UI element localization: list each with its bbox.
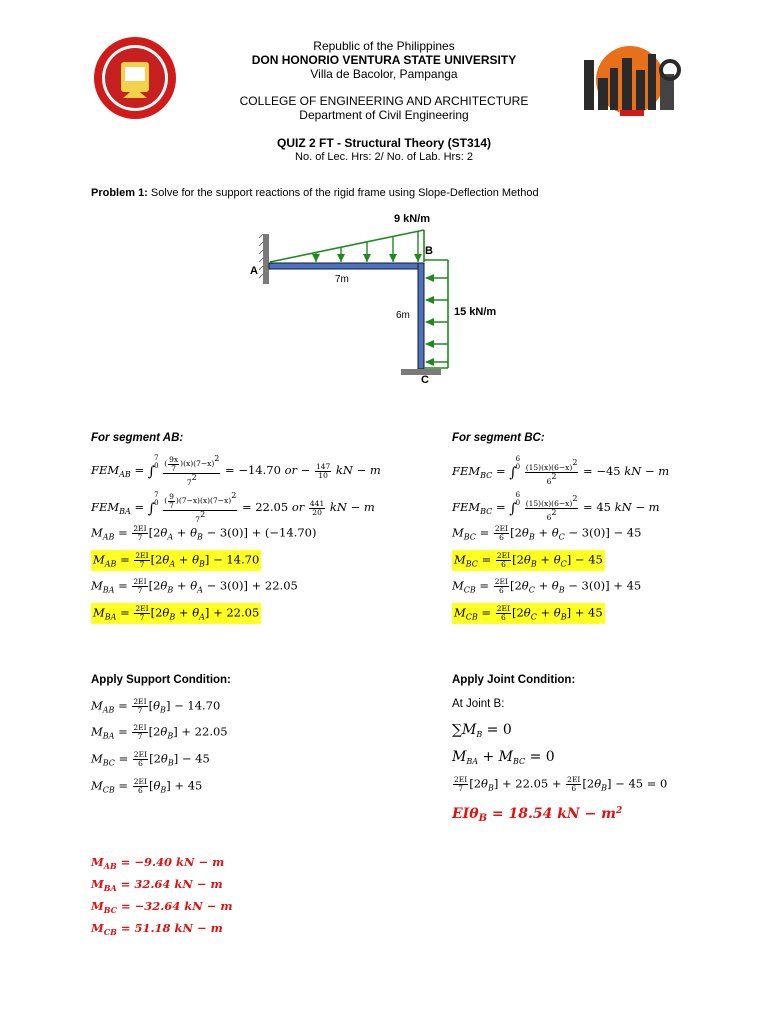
fixed-support-a [263,234,269,284]
quiz-title: QUIZ 2 FT - Structural Theory (ST314) [276,136,492,150]
load-label-side: 15 kN/m [454,306,497,318]
at-joint-b-label: At Joint B: [452,698,505,710]
equation-mab-general: $M_{AB}$ = $\frac{2EI}{7}$ $[2\theta_A + \theta_B - 3(0)] + (-14.70)$ [91,524,317,542]
rigid-frame-diagram [0,0,768,400]
equation-fem-cb: $FEM_{BC} = \int 6$ 0 $\frac{(15)(x)(6-x)^2}{6^2}$ = 45 kN − m [452,491,660,522]
node-c-label: C [421,374,429,386]
result-mbc: $M_{BC} = -32.64$ kN − m [91,899,233,915]
equation-mba-highlight: $M_{BA}$ = $\frac{2EI}{7}$ $[2\theta_B + \theta_A] + 22.05$ [93,604,260,622]
equation-mbc-general: $M_{BC}$ = $\frac{2EI}{6}$ $[2\theta_B + \theta_C - 3(0)] - 45$ [452,524,642,542]
header-department: Department of Civil Engineering [299,108,469,122]
support-mbc: $M_{BC}$ = $\frac{2EI}{6}$ $[2\theta_B] - 45$ [91,750,210,768]
ei-theta-b-result: EIθ$_B$ = 18.54 kN − $m^2$ [452,806,623,824]
equation-fem-ba: $FEM_{BA} = \int 7$ 0 ( $\frac{9}{7}$ )$(7-x)(x)(7-x)^2$ $7^2$ = 22.05 or $\frac{441}{20}$ kN − m [91,491,375,524]
support-hatch-a [259,234,263,278]
equation-mab-highlight: $M_{AB}$ = $\frac{2EI}{7}$ $[2\theta_A + \theta_B] - 14.70$ [93,551,260,569]
segment-bc-heading: For segment BC: [452,432,545,444]
beam-ab [269,263,424,269]
problem-text: Solve for the support reactions of the rigid frame using Slope-Deflection Method [150,187,539,199]
node-b-label: B [425,245,433,257]
joint-substitution: $\frac{2EI}{7}$ $[2\theta_B] + 22.05$ + $\frac{2EI}{6}$ $[2\theta_B] - 45 = 0$ [454,775,668,793]
result-mab: $M_{AB} = -9.40$ kN − m [91,855,225,871]
load-arrows-bc [425,274,448,366]
header-republic: Republic of the Philippines [313,39,455,53]
header-college: COLLEGE OF ENGINEERING AND ARCHITECTURE [239,94,529,108]
uniform-load-bc [424,260,448,368]
support-mba: $M_{BA}$ = $\frac{2EI}{7}$ $[2\theta_B] + 22.05$ [91,723,228,741]
joint-equilibrium: $M_{BA} + M_{BC} = 0$ [452,749,555,766]
equation-mba-general: $M_{BA}$ = $\frac{2EI}{7}$ $[2\theta_B + \theta_A - 3(0)] + 22.05$ [91,577,298,595]
equation-mbc-highlight: $M_{BC}$ = $\frac{2EI}{6}$ $[2\theta_B + \theta_C] - 45$ [454,551,603,569]
triangular-load-ab [270,230,424,262]
support-condition-heading: Apply Support Condition: [91,674,231,686]
header-address: Villa de Bacolor, Pampanga [310,67,458,81]
segment-ab-heading: For segment AB: [91,432,184,444]
result-mcb: $M_{CB} = 51.18$ kN − m [91,921,223,937]
result-mba: $M_{BA} = 32.64$ kN − m [91,877,223,893]
equation-mcb-general: $M_{CB}$ = $\frac{2EI}{6}$ $[2\theta_C + \theta_B - 3(0)] + 45$ [452,577,642,595]
load-label-top: 9 kN/m [394,213,431,225]
lecture-hours: No. of Lec. Hrs: 2/ No. of Lab. Hrs: 2 [295,151,473,163]
support-mcb: $M_{CB}$ = $\frac{2EI}{6}$ $[\theta_B] + 45$ [91,777,203,795]
equation-mcb-highlight: $M_{CB}$ = $\frac{2EI}{6}$ $[2\theta_C + \theta_B] + 45$ [454,604,603,622]
length-ab-label: 7m [335,274,349,285]
length-bc-label: 6m [396,310,410,321]
support-mab: $M_{AB}$ = $\frac{2EI}{7}$ $[\theta_B] - 14.70$ [91,697,221,715]
column-bc [418,263,424,369]
joint-condition-heading: Apply Joint Condition: [452,674,576,686]
sum-moments-b: $\sum M_B = 0$ [452,722,512,739]
load-arrows-ab [312,231,422,262]
equation-fem-ab: $FEM_{AB} = \int 7$ 0 ( $\frac{9x}{7}$ )$(x)(7-x)^2$ $7^2$ = −14.70 or − $\frac{147}{10}$ kN − m [91,454,381,487]
header-university: DON HONORIO VENTURA STATE UNIVERSITY [251,53,517,67]
equation-fem-bc: $FEM_{BC} = \int 6$ 0 $\frac{(15)(x)(6-x)^2}{6^2}$ = −45 kN − m [452,455,670,486]
problem-label: Problem 1: [91,187,148,199]
node-a-label: A [250,265,258,277]
